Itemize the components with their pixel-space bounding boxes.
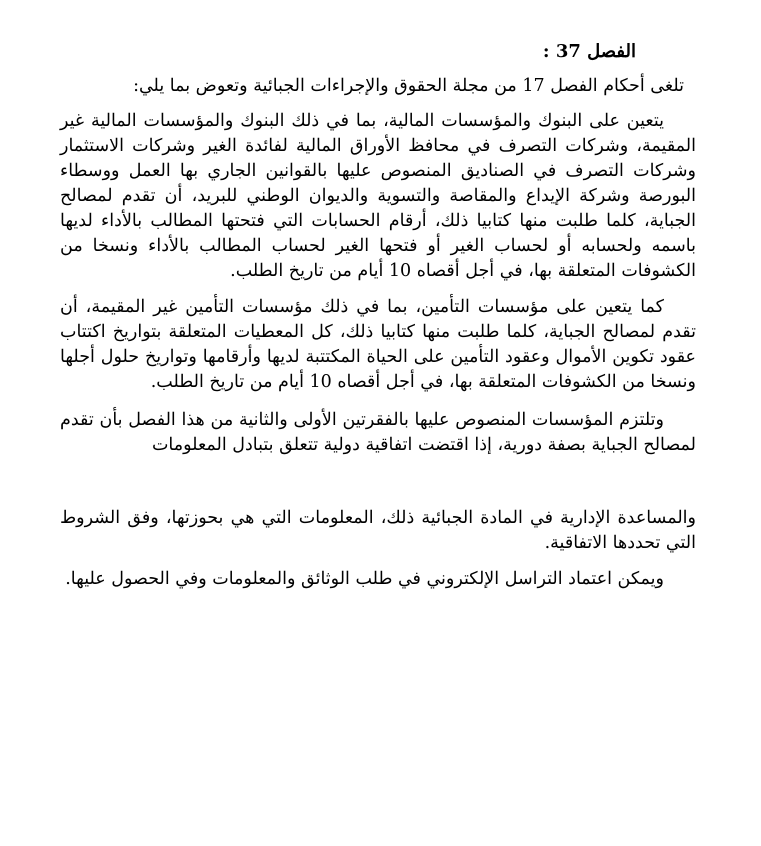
document-page	[60, 40, 696, 592]
paragraph-administrative-assistance: والمساعدة الإدارية في المادة الجبائية ذلك، المعلومات التي هي بحوزتها، وفق الشروط التي تحددها الاتفاقية.	[60, 508, 696, 553]
paragraph-electronic: ويمكن اعتماد التراسل الإلكتروني في طلب الوثائق والمعلومات وفي الحصول عليها.	[65, 569, 664, 589]
article-heading: الفصل 37 :	[542, 41, 636, 62]
intro-paragraph: تلغى أحكام الفصل 17 من مجلة الحقوق والإجراءات الجبائية وتعوض بما يلي:	[133, 76, 684, 96]
paragraph-banks: يتعين على البنوك والمؤسسات المالية، بما في ذلك البنوك والمؤسسات المالية غير المقيمة، وشركات التصرف في محافظ الأوراق المالية لفائدة الغير وشركات الاستثمار وشركات التصرف في الصناديق المنصوص عليها بالقوانين الجاري بها العمل ووسطاء البورصة وشركة الإيداع والمقاصة والتسوية والديوان الوطني للبريد، أن تقدم لمصالح الجباية، كلما طلبت منها كتابيا ذلك، أرقام الحسابات التي فتحتها المطالب بالأداء لديها باسمه ولحسابه أو لحساب الغير أو فتحها الغير لحساب المطالب بالأداء ونسخا من الكشوفات المتعلقة بها، في أجل أقصاه 10 أيام من تاريخ الطلب.	[60, 111, 696, 281]
paragraph-obligation: وتلتزم المؤسسات المنصوص عليها بالفقرتين الأولى والثانية من هذا الفصل بأن تقدم لمصالح الجباية بصفة دورية، إذا اقتضت اتفاقية دولية تتعلق بتبادل المعلومات	[60, 410, 696, 455]
paragraph-insurance: كما يتعين على مؤسسات التأمين، بما في ذلك مؤسسات التأمين غير المقيمة، أن تقدم لمصالح الجباية، كلما طلبت منها كتابيا ذلك، كل المعطيات المتعلقة بتواريخ اكتتاب عقود تكوين الأموال وعقود التأمين على الحياة المكتتبة لديها وأرقامها وتواريخ حلول أجلها ونسخا من الكشوفات المتعلقة بها، في أجل أقصاه 10 أيام من تاريخ الطلب.	[60, 297, 696, 392]
